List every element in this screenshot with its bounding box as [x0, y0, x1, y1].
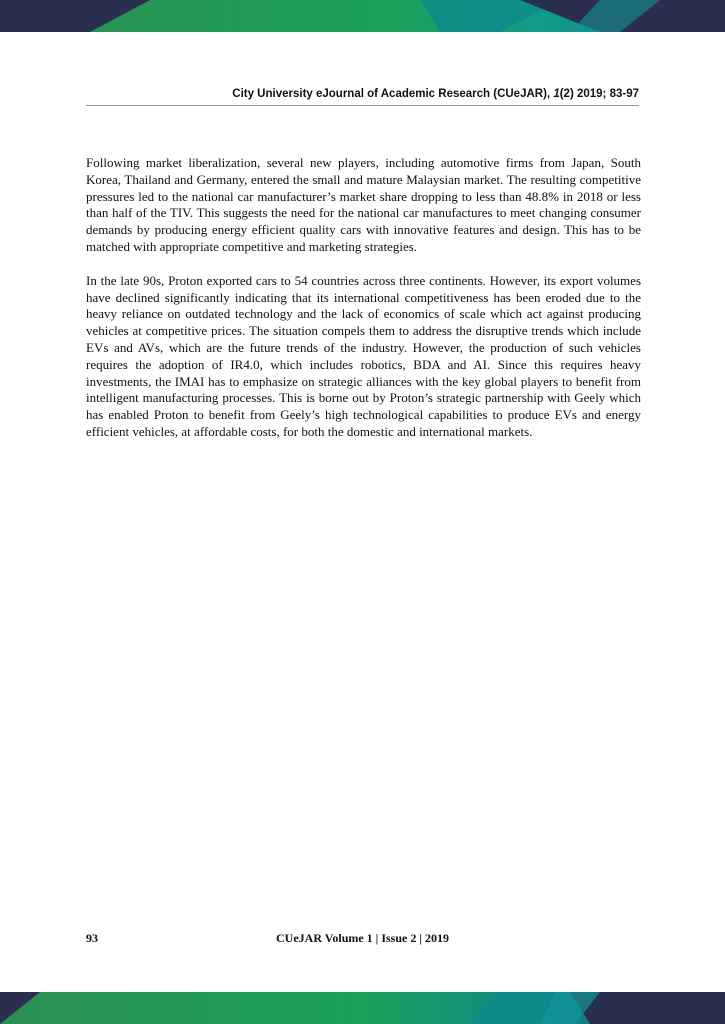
header-issue-pages: (2) 2019; 83-97 [559, 88, 639, 100]
bottom-decorative-band [0, 992, 725, 1024]
top-decorative-band [0, 0, 725, 32]
header-rule [86, 105, 639, 106]
page-number: 93 [86, 931, 98, 945]
paragraph: In the late 90s, Proton exported cars to 54 countries across three continents. However, its export volumes have declined significantly indicating that its international competitiveness has been eroded due to the heavy reliance on outdated technology and the lack of economics of scale which act against producing vehicles at competitive prices. The situation compels them to address the disruptive trends which include EVs and AVs, which are the future trends of the industry. However, the production of such vehicles requires the adoption of IR4.0, which includes robotics, BDA and AI. Since this requires heavy investments, the IMAI has to emphasize on strategic alliances with the key global players to benefit from intelligent manufacturing processes. This is borne out by Proton’s strategic partnership with Geely which has enabled Proton to benefit from Geely’s high technological capabilities to produce EVs and energy efficient vehicles, at affordable costs, for both the domestic and international markets. [86, 272, 641, 439]
body-text [86, 155, 641, 458]
paragraph: Following market liberalization, several new players, including automotive firms from Japan, South Korea, Thailand and Germany, entered the small and mature Malaysian market. The resulting competitive pressures led to the national car manufacturer’s market share dropping to less than 48.8% in 2018 or less than half of the TIV. This suggests the need for the national car manufactures to meet changing consumer demands by producing energy efficient quality cars with innovative features and design. This has to be matched with appropriate competitive and marketing strategies. [86, 155, 641, 254]
header-journal-name: City University eJournal of Academic Research (CUeJAR), [232, 88, 554, 100]
running-header [79, 88, 639, 100]
footer-journal-issue: CUeJAR Volume 1 | Issue 2 | 2019 [276, 931, 449, 945]
header-volume: 1 [553, 88, 560, 100]
